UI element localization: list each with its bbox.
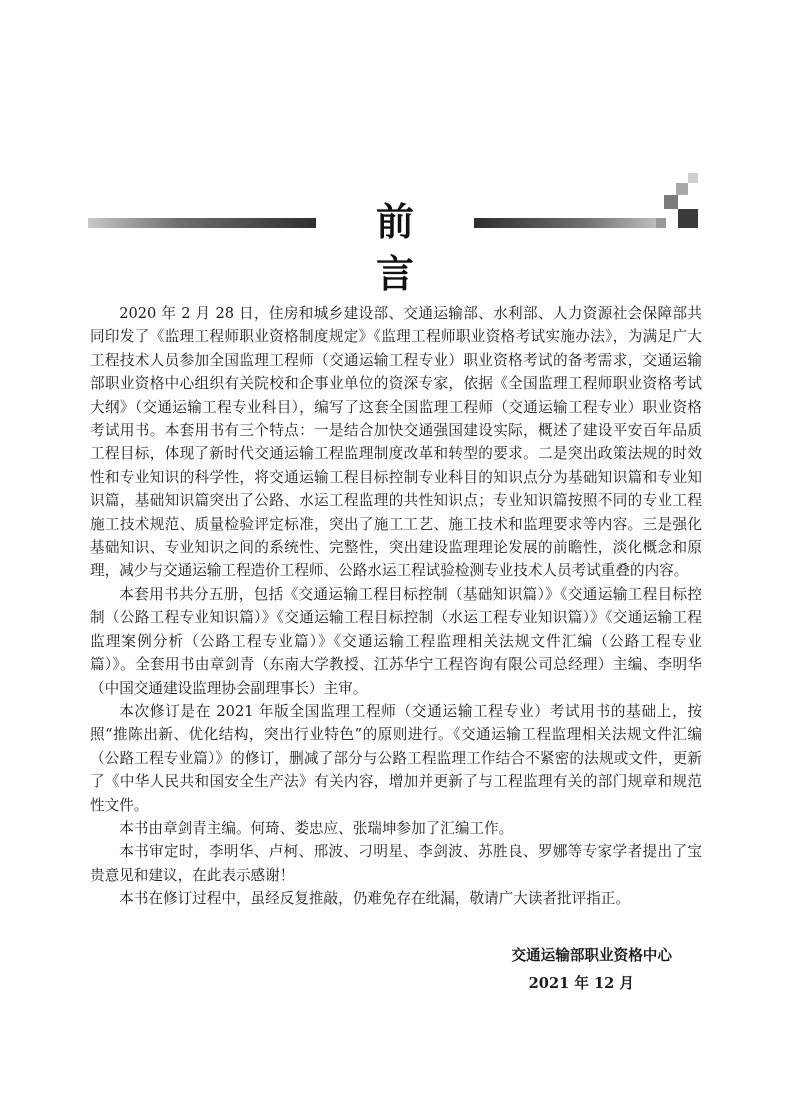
- signature-block: [380, 944, 672, 996]
- left-decorative-rule: [88, 218, 316, 228]
- signature-date: 2021 年 12 月: [528, 975, 634, 992]
- right-decorative-rule: [474, 218, 656, 228]
- decorative-square-icon: [688, 173, 698, 183]
- paragraph: 本书由章剑青主编。何琦、娄忠应、张瑞坤参加了汇编工作。: [119, 819, 514, 837]
- paragraph: 2020 年 2 月 28 日，住房和城乡建设部、交通运输部、水利部、人力资源社会保障部共同印发了《监理工程师职业资格制度规定》《监理工程师职业资格考试实施办法》，为满足广大工程技术人员参加全国监理工程师（交通运输工程专业）职业资格考试的备考需求，交通运输部职业资格中心组织有关院校和企事业单位的资深专家，依据《全国监理工程师职业资格考试大纲》（交通运输工程专业科目），编写了这套全国监理工程师（交通运输工程专业）职业资格考试用书。本套用书有三个特点：一是结合加快交通强国建设实际，概述了建设平安百年品质工程目标，体现了新时代交通运输工程监理制度改革和转型的要求。二是突出政策法规的时效性和专业知识的科学性，将交通运输工程目标控制专业科目的知识点分为基础知识篇和专业知识篇，基础知识篇突出了公路、水运工程监理的共性知识点；专业知识篇按照不同的专业工程施工技术规范、质量检验评定标准，突出了施工工艺、施工技术和监理要求等内容。三是强化基础知识、专业知识之间的系统性、完整性，突出建设监理理论发展的前瞻性，淡化概念和原理，减少与交通运输工程造价工程师、公路水运工程试验检测专业技术人员考试重叠的内容。: [90, 305, 702, 580]
- decorative-square-icon: [676, 183, 688, 195]
- paragraph: 本书在修订过程中，虽经反复推敲，仍难免存在纰漏，敬请广大读者批评指正。: [119, 890, 630, 908]
- page-title: 前言: [375, 200, 462, 296]
- decorative-square-icon: [678, 209, 698, 228]
- preface-header: [0, 160, 790, 296]
- signature-organization: 交通运输部职业资格中心: [511, 947, 672, 964]
- paragraph: 本书审定时，李明华、卢柯、邢波、刁明星、李剑波、苏胜良、罗娜等专家学者提出了宝贵意见和建议，在此表示感谢！: [90, 843, 702, 884]
- decorative-square-icon: [664, 195, 678, 209]
- paragraph: 本套用书共分五册，包括《交通运输工程目标控制（基础知识篇）》《交通运输工程目标控制（公路工程专业知识篇）》《交通运输工程目标控制（水运工程专业知识篇）》《交通运输工程监理案例分析（公路工程专业篇）》《交通运输工程监理相关法规文件汇编（公路工程专业篇）》。全套用书由章剑青（东南大学教授、江苏华宁工程咨询有限公司总经理）主编、李明华（中国交通建设监理协会副理事长）主审。: [90, 585, 702, 697]
- preface-body: [90, 302, 702, 911]
- paragraph: 本次修订是在 2021 年版全国监理工程师（交通运输工程专业）考试用书的基础上，按照“推陈出新、优化结构，突出行业特色”的原则进行。《交通运输工程监理相关法规文件汇编（公路工程专业篇）》的修订，删减了部分与公路工程监理工作结合不紧密的法规或文件，更新了《中华人民共和国安全生产法》有关内容，增加并更新了与工程监理有关的部门规章和规范性文件。: [90, 702, 702, 814]
- decorative-square-icon: [656, 218, 666, 228]
